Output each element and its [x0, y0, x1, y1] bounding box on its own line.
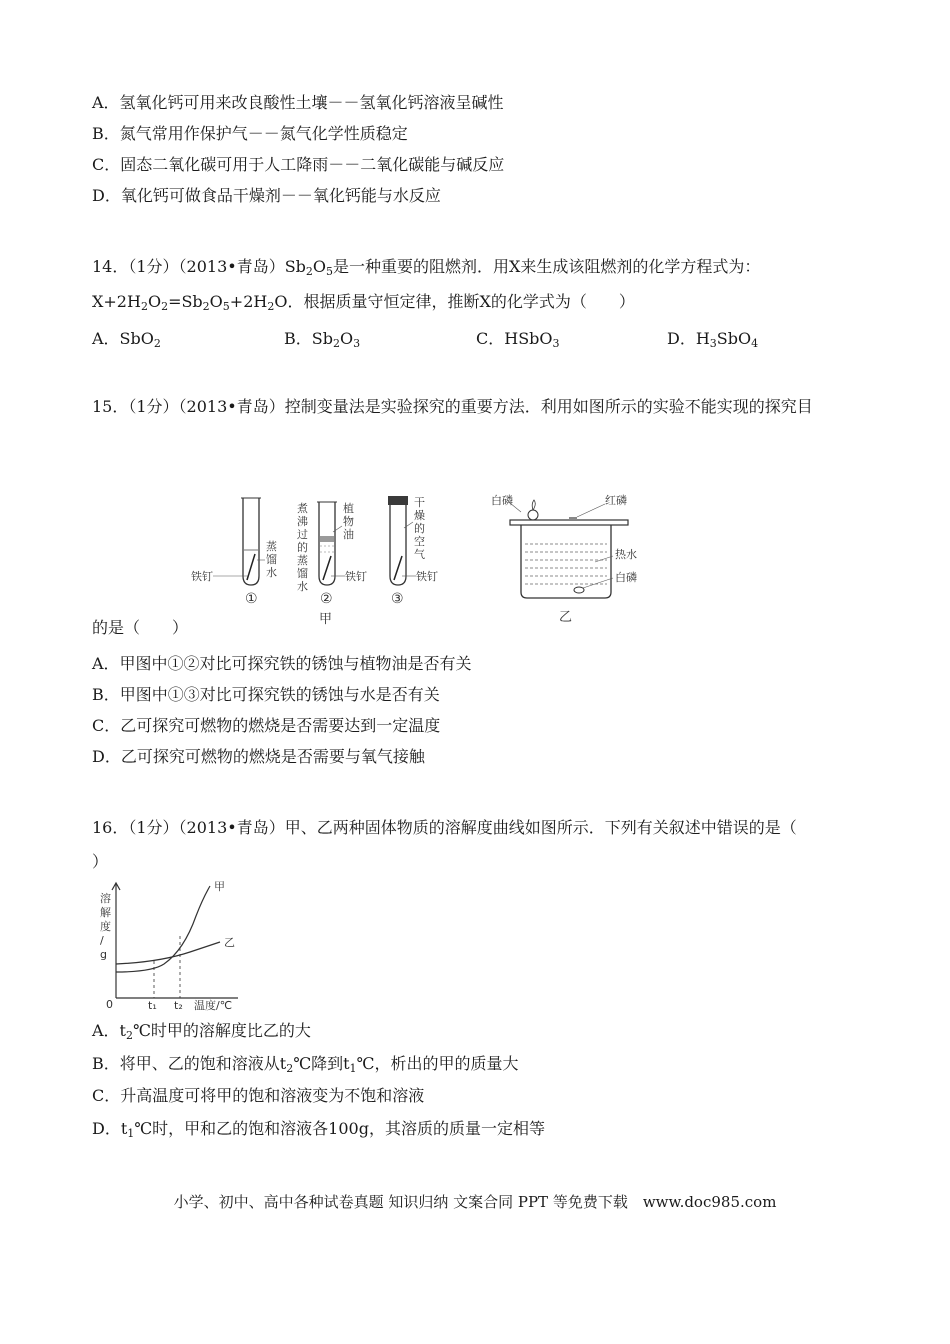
q15-option-b: B．甲图中①③对比可探究铁的锈蚀与水是否有关 [92, 685, 440, 704]
q15-stem-line2: 的是（ ） [92, 618, 189, 637]
q14-options [92, 329, 852, 349]
red-phosphorus-label: 红磷 [605, 494, 627, 507]
stopper [388, 496, 408, 505]
nail-1 [247, 554, 255, 580]
red-phosphorus [569, 517, 577, 520]
q15-stem-line1: 15．（1分）（2013•青岛）控制变量法是实验探究的重要方法．利用如图所示的实验不能实现的探究目 [92, 397, 813, 416]
q14-option-c: C．HSbO$_3$ [476, 329, 560, 350]
tube3-number: ③ [391, 591, 404, 607]
q13-option-c: C．固态二氧化碳可用于人工降雨－－二氧化碳能与碱反应 [92, 155, 505, 174]
hot-water-label: 热水 [615, 548, 637, 561]
white-phosphorus-top [528, 510, 538, 520]
tube-3 [388, 496, 416, 585]
tube3-air-label: 干 燥 的 空 气 [414, 496, 425, 561]
group-jia-label: 甲 [319, 612, 333, 627]
white-phosphorus-bottom-label: 白磷 [615, 571, 637, 584]
white-phosphorus-top-label: 白磷 [491, 494, 513, 507]
curve-jia-label: 甲 [214, 880, 225, 893]
q16-stem-line1: 16．（1分）（2013•青岛）甲、乙两种固体物质的溶解度曲线如图所示．下列有关叙述中错误的是（ [92, 818, 797, 837]
q15-option-a: A．甲图中①②对比可探究铁的锈蚀与植物油是否有关 [92, 654, 472, 673]
q13-option-d: D．氧化钙可做食品干燥剂－－氧化钙能与水反应 [92, 186, 441, 205]
beaker-setup [510, 500, 628, 598]
q16-stem-line2: ） [92, 852, 109, 871]
tube1-nail-label: 铁钉 [191, 570, 213, 583]
origin-label: 0 [106, 998, 113, 1011]
nail-3 [394, 556, 402, 580]
tube-2 [317, 502, 345, 585]
q14-option-b: B．$Sb_2O_3$ [284, 329, 361, 350]
q16-option-a: A．$t_2℃$时甲的溶解度比乙的大 [92, 1021, 311, 1042]
x-axis-label: 温度/℃ [194, 999, 233, 1012]
curve-yi-label: 乙 [224, 936, 235, 949]
tube-1 [213, 498, 265, 585]
q14-stem-line2: $X+2H_2O_2=Sb_2O_5+2H_2O$．根据质量守恒定律，推断X的化学式为（ ） [92, 292, 635, 313]
q16-option-c: C．升高温度可将甲的饱和溶液变为不饱和溶液 [92, 1086, 425, 1105]
q13-option-a: A．氢氧化钙可用来改良酸性土壤－－氢氧化钙溶液呈碱性 [92, 93, 504, 112]
group-yi-label: 乙 [559, 610, 573, 625]
q16-option-b: B．将甲、乙的饱和溶液从$t_2℃$降到$t_1℃$，析出的甲的质量大 [92, 1054, 519, 1075]
q15-option-d: D．乙可探究可燃物的燃烧是否需要与氧气接触 [92, 747, 425, 766]
tube2-nail-label: 铁钉 [345, 570, 367, 583]
tube1-number: ① [245, 591, 258, 607]
q14-option-a: A．SbO$_2$ [92, 329, 161, 350]
q15-experiment-figure [185, 488, 645, 628]
nail-2 [323, 556, 331, 580]
white-phosphorus-bottom [574, 587, 584, 593]
tube2-number: ② [320, 591, 333, 607]
q14-stem-line1: 14．（1分）（2013•青岛）$Sb_2O_5$是一种重要的阻燃剂．用X来生成该阻燃剂的化学方程式为： [92, 257, 761, 278]
t2-label: t₂ [174, 999, 183, 1012]
q16-solubility-graph [90, 880, 260, 1012]
t1-label: t₁ [148, 999, 157, 1012]
q14-option-d: D．$H_3SbO_4$ [667, 329, 759, 350]
y-axis-label: 溶 解 度 / g [100, 892, 111, 961]
tube1-water-label: 蒸 馏 水 [266, 540, 277, 579]
page-footer: 小学、初中、高中各种试卷真题 知识归纳 文案合同 PPT 等免费下载 www.doc985.com [173, 1193, 777, 1211]
tube2-water-label: 煮 沸 过 的 蒸 馏 水 [297, 502, 308, 593]
q15-option-c: C．乙可探究可燃物的燃烧是否需要达到一定温度 [92, 716, 441, 735]
tube3-nail-label: 铁钉 [416, 570, 438, 583]
oil-layer [320, 536, 334, 542]
copper-plate [510, 520, 628, 525]
tube2-oil-label: 植 物 油 [343, 502, 354, 541]
q16-option-d: D．$t_1℃$时，甲和乙的饱和溶液各100g，其溶质的质量一定相等 [92, 1119, 545, 1140]
q13-option-b: B．氮气常用作保护气－－氮气化学性质稳定 [92, 124, 408, 143]
